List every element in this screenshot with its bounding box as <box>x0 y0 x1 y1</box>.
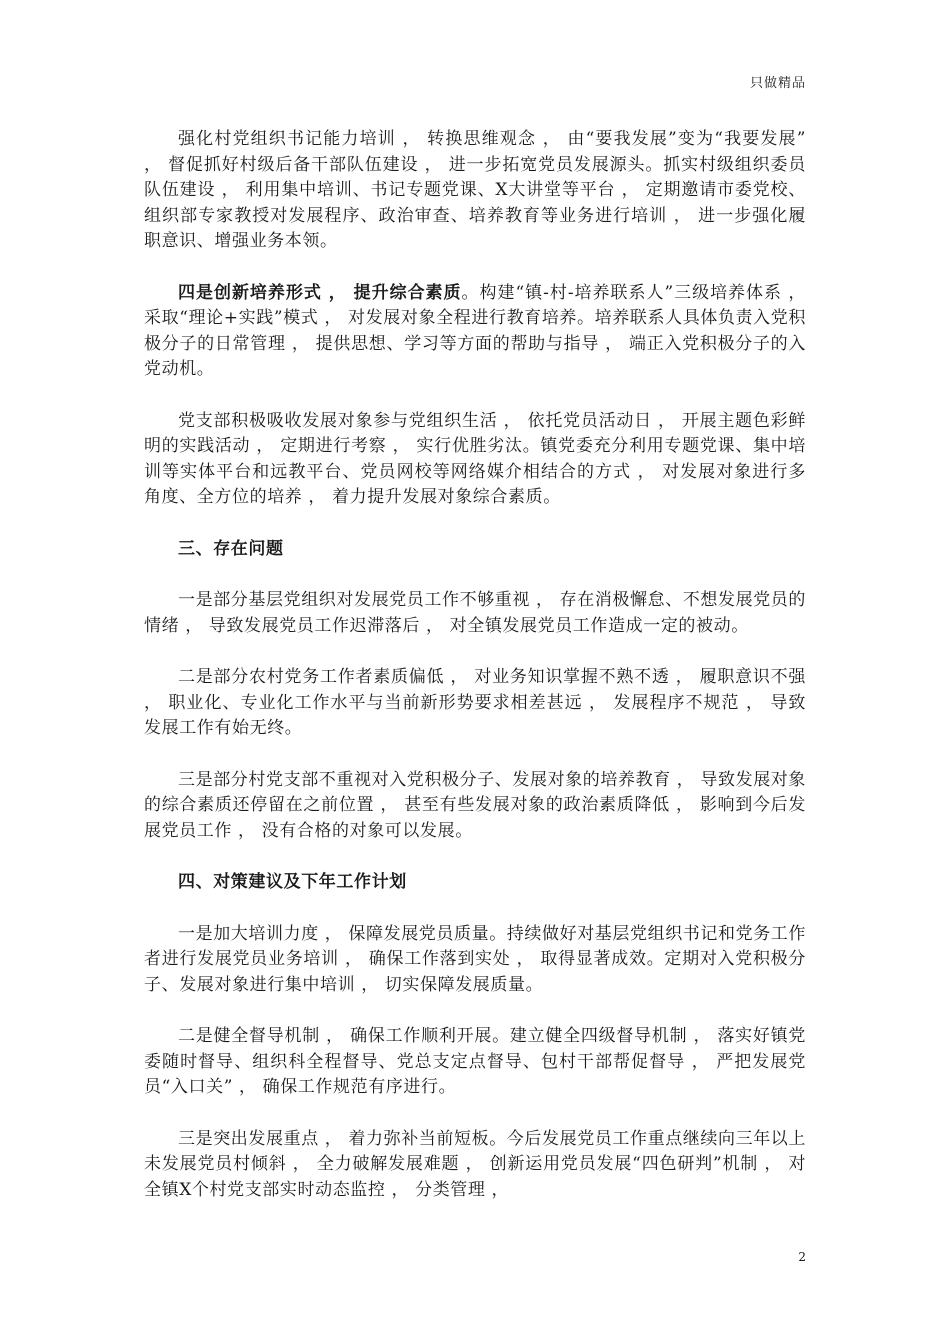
section-heading: 三、存在问题 <box>178 538 284 559</box>
paragraph: 二是部分农村党务工作者素质偏低 ， 对业务知识掌握不熟不透 ， 履职意识不强 ， 职业化、专业化工作水平与当前新形势要求相差甚远 ， 发展程序不规范 ， 导致发展工作有始无终。 <box>144 667 806 738</box>
paragraph: 党支部积极吸收发展对象参与党组织生活 ， 依托党员活动日 ， 开展主题色彩鲜明的实践活动 ， 定期进行考察 ， 实行优胜劣汰。镇党委充分利用专题党课、集中培训等实体平台和远教平台、党员网校等网络媒介相结合的方式 ， 对发展对象进行多角度、全方位的培养 ， 着力提升发展对象综合素质。 <box>144 410 806 507</box>
paragraph: 一是部分基层党组织对发展党员工作不够重视 ， 存在消极懈怠、不想发展党员的情绪 ， 导致发展党员工作迟滞落后 ， 对全镇发展党员工作造成一定的被动。 <box>144 590 807 636</box>
paragraph: 一是加大培训力度 ， 保障发展党员质量。持续做好对基层党组织书记和党务工作者进行发展党员业务培训 ， 确保工作落到实处 ， 取得显著成效。定期对入党积极分子、发展对象进行集中培训 ， 切实保障发展质量。 <box>144 923 807 995</box>
paragraph: 三是部分村党支部不重视对入党积极分子、发展对象的培养教育 ， 导致发展对象的综合素质还停留在之前位置 ， 甚至有些发展对象的政治素质降低 ， 影响到今后发展党员工作 ， 没有合格的对象可以发展。 <box>144 769 807 841</box>
section-heading: 四、对策建议及下年工作计划 <box>178 872 407 892</box>
document-body <box>144 127 806 1229</box>
paragraph: 二是健全督导机制 ， 确保工作顺利开展。建立健全四级督导机制 ， 落实好镇党委随时督导、组织科全程督导、党总支定点督导、包村干部帮促督导 ， 严把发展党员“入口关” ， 确保工作规范有序进行。 <box>144 1026 806 1097</box>
paragraph: 四是创新培养形式 ， 提升综合素质。构建“镇-村-培养联系人”三级培养体系 ， 采取“理论+实践”模式 ， 对发展对象全程进行教育培养。培养联系人具体负责入党积极分子的日常管理 ， 提供思想、学习等方面的帮助与指导 ， 端正入党积极分子的入党动机。 <box>144 282 806 379</box>
page-header: 只做精品 <box>749 76 806 91</box>
paragraph: 三是突出发展重点 ， 着力弥补当前短板。今后发展党员工作重点继续向三年以上未发展党员村倾斜 ， 全力破解发展难题 ， 创新运用党员发展“四色研判”机制 ， 对全镇X个村党支部实时动态监控 ， 分类管理 ， <box>144 1128 807 1200</box>
page-number: 2 <box>798 1250 806 1264</box>
paragraph: 强化村党组织书记能力培训 ， 转换思维观念 ， 由“要我发展”变为“我要发展” ， 督促抓好村级后备干部队伍建设 ， 进一步拓宽党员发展源头。抓实村级组织委员队伍建设 ， 利用集中培训、书记专题党课、X大讲堂等平台 ， 定期邀请市委党校、组织部专家教授对发展程序、政治审查、培养教育等业务进行培训 ， 进一步强化履职意识、增强业务本领。 <box>144 129 806 251</box>
paragraph-bold-lead: 四是创新培养形式 ， 提升综合素质 <box>178 282 462 303</box>
